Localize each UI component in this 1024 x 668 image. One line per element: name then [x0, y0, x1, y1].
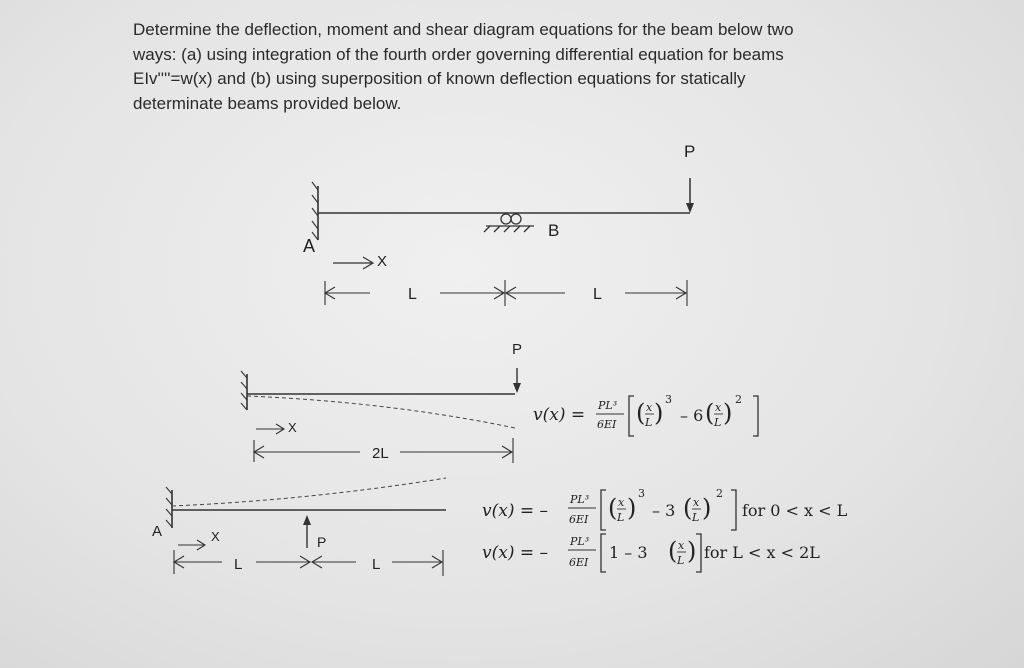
svg-text:L: L	[617, 511, 625, 524]
svg-text:(: (	[636, 399, 646, 427]
label-a-3: A	[152, 523, 163, 540]
eq3a-lhs: v(x) = –	[482, 501, 549, 521]
label-x: X	[377, 253, 388, 270]
eq3a-mid: – 3	[652, 501, 676, 520]
svg-text:L: L	[714, 416, 722, 429]
span-l-1: L	[408, 286, 417, 303]
svg-text:L: L	[645, 416, 653, 429]
diagram-midspan-load	[152, 478, 848, 576]
load-arrow-head	[686, 203, 694, 213]
svg-text:x: x	[715, 401, 722, 414]
svg-text:): )	[687, 537, 697, 565]
equation-first-segment	[482, 487, 848, 530]
svg-text:): )	[654, 399, 664, 427]
problem-line-1: Determine the deflection, moment and shear diagram equations for the beam below two	[133, 20, 794, 39]
label-x-3: X	[211, 529, 220, 544]
span-l-2: L	[593, 286, 602, 303]
span-l-3b: L	[372, 556, 381, 573]
label-a: A	[303, 236, 316, 256]
svg-text:(: (	[705, 399, 715, 427]
span-2l: 2L	[372, 445, 389, 462]
diagram-cantilever	[241, 341, 758, 463]
problem-line-4: determinate beams provided below.	[133, 93, 402, 113]
label-p-2: P	[512, 341, 523, 358]
label-p: P	[684, 142, 696, 161]
svg-text:(: (	[683, 494, 693, 522]
svg-text:(: (	[668, 537, 678, 565]
svg-text:x: x	[693, 496, 700, 509]
eq3a-den: 6EI	[569, 513, 589, 526]
svg-text:): )	[723, 399, 733, 427]
equation-cantilever	[533, 393, 758, 436]
eq3b-num: PL³	[570, 535, 590, 548]
problem-line-3: EIv''''=w(x) and (b) using superposition of known deflection equations for statically	[133, 69, 746, 88]
svg-text:): )	[702, 494, 712, 522]
upward-load-arrow	[303, 515, 311, 525]
eq3b-range: for L < x < 2L	[704, 543, 820, 562]
eq3a-pow2: 2	[716, 487, 723, 500]
eq2-lhs: v(x) =	[533, 405, 586, 425]
eq2-den: 6EI	[597, 418, 617, 431]
eq3a-num: PL³	[570, 493, 590, 506]
eq3a-range: for 0 < x < L	[742, 501, 848, 520]
svg-text:x: x	[678, 539, 685, 552]
eq3b-den: 6EI	[569, 556, 589, 569]
svg-text:x: x	[646, 401, 653, 414]
eq3b-body: 1 – 3	[609, 543, 648, 562]
span-l-3a: L	[234, 556, 243, 573]
label-b: B	[548, 221, 560, 240]
eq2-num: PL³	[598, 399, 618, 412]
svg-text:L: L	[677, 554, 685, 567]
label-x-2: X	[288, 420, 297, 435]
problem-line-2: ways: (a) using integration of the fourth order governing differential equation for beams	[133, 44, 784, 64]
dimension-line-1	[325, 280, 687, 306]
svg-text:x: x	[618, 496, 625, 509]
label-p-3: P	[317, 534, 327, 550]
svg-text:(: (	[608, 494, 618, 522]
eq3a-pow1: 3	[638, 487, 645, 500]
svg-text:L: L	[692, 511, 700, 524]
eq2-pow1: 3	[665, 393, 672, 406]
diagram-propped-beam	[303, 142, 695, 306]
fixed-support-hatch	[312, 182, 318, 240]
eq2-pow2: 2	[735, 393, 742, 406]
svg-text:): )	[627, 494, 637, 522]
eq2-mid: – 6	[680, 406, 704, 425]
equation-second-segment	[482, 534, 820, 572]
deflected-shape-3	[172, 478, 446, 506]
roller-support-b	[484, 214, 534, 232]
eq3b-lhs: v(x) = –	[482, 543, 549, 563]
